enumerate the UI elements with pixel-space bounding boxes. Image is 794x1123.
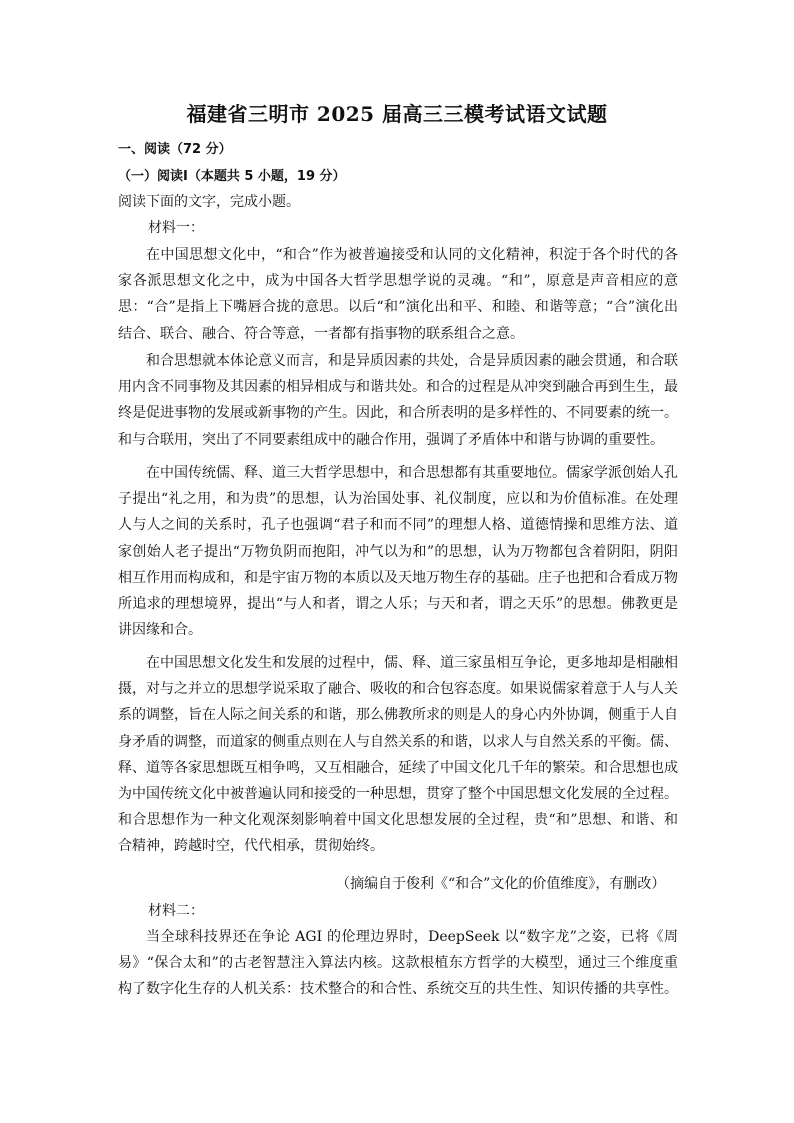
material-one-paragraph-4: 在中国思想文化发生和发展的过程中，儒、释、道三家虽相互争论，更多地却是相融相摄，对与之并立的思想学说采取了融合、吸收的和合包容态度。如果说儒家着意于人与人关系的调整，旨在人际之间关系的和谐，那么佛教所求的则是人的身心内外协调，侧重于人自身矛盾的调整，而道家的侧重点则在人与自然关系的和谐，以求人与自然关系的平衡。儒、释、道等各家思想既互相争鸣，又互相融合，延续了中国文化几千年的繁荣。和合思想也成为中国传统文化中被普遍认同和接受的一种思想，贯穿了整个中国思想文化发展的全过程。和合思想作为一种文化观深刻影响着中国文化思想发展的全过程，贵“和”思想、和谐、和合精神，跨越时空，代代相承，贯彻始终。 xyxy=(118,655,678,855)
material-one-label: 材料一： xyxy=(148,220,204,236)
section-heading: 一、阅读（72 分） xyxy=(118,142,232,157)
material-one-source: （摘编自于俊利《“和合”文化的价值维度》，有删改） xyxy=(336,876,666,892)
material-one-paragraph-3: 在中国传统儒、释、道三大哲学思想中，和合思想都有其重要地位。儒家学派创始人孔子提出“礼之用，和为贵”的思想，认为治国处事、礼仪制度，应以和为价值标准。在处理人与人之间的关系时，孔子也强调“君子和而不同”的理想人格、道德情操和思维方法、道家创始人老子提出“万物负阴而抱阳，冲气以为和”的思想，认为万物都包含着阴阳，阴阳相互作用而构成和，和是宇宙万物的本质以及天地万物生存的基础。庄子也把和合看成万物所追求的理想境界，提出“与人和者，谓之人乐；与天和者，谓之天乐”的思想。佛教更是讲因缘和合。 xyxy=(118,465,678,639)
material-one-paragraph-2: 和合思想就本体论意义而言，和是异质因素的共处，合是异质因素的融会贯通，和合联用内含不同事物及其因素的相异相成与和谐共处。和合的过程是从冲突到融合再到生生，最终是促进事物的发展或新事物的产生。因此，和合所表明的是多样性的、不同要素的统一。和与合联用，突出了不同要素组成中的融合作用，强调了矛盾体中和谐与协调的重要性。 xyxy=(118,353,678,448)
document-title: 福建省三明市 2025 届高三三模考试语文试题 xyxy=(186,102,608,126)
material-two-paragraph-1: 当全球科技界还在争论 AGI 的伦理边界时，DeepSeek 以“数字龙”之姿，已将《周易》“保合太和”的古老智慧注入算法内核。这款根植东方哲学的大模型，通过三个维度重构了数字化生存的人机关系：技术整合的和合性、系统交互的共生性、知识传播的共享性。 xyxy=(118,929,678,998)
material-two-label: 材料二： xyxy=(148,903,204,919)
instruction-text: 阅读下面的文字，完成小题。 xyxy=(118,194,300,210)
subsection-heading: （一）阅读Ⅰ（本题共 5 小题，19 分） xyxy=(118,169,346,184)
material-one-paragraph-1: 在中国思想文化中，“和合”作为被普遍接受和认同的文化精神，积淀于各个时代的各家各派思想文化之中，成为中国各大哲学思想学说的灵魂。“和”，原意是声音相应的意思：“合”是指上下嘴唇合拢的意思。以后“和”演化出和平、和睦、和谐等意；“合”演化出结合、联合、融合、符合等意，一者都有指事物的联系组合之意。 xyxy=(118,247,678,342)
